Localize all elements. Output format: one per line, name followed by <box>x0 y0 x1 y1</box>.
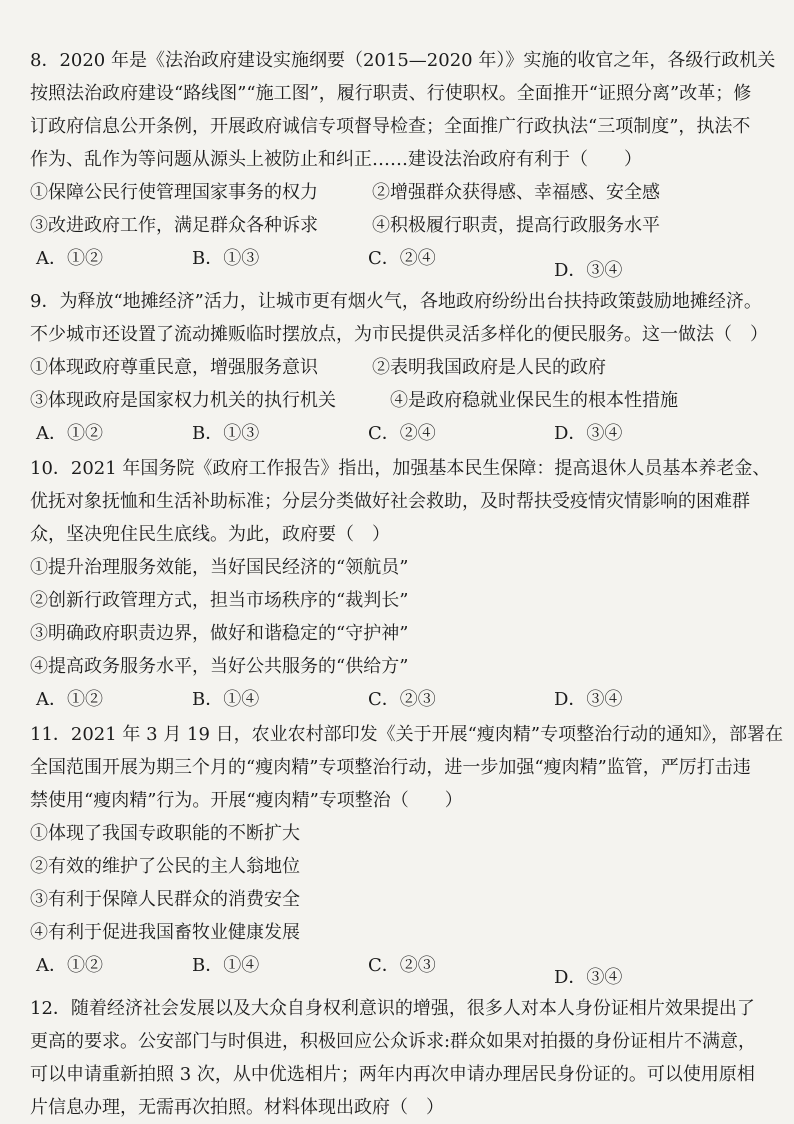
question-11 <box>30 718 784 988</box>
choice-a: A．①② <box>36 248 103 269</box>
statement-option-row: ④提高政务服务水平，当好公共服务的“供给方” <box>30 656 409 677</box>
choice-c: C．②③ <box>368 689 436 710</box>
choice-c: C．②④ <box>368 423 436 444</box>
question-10 <box>30 452 772 716</box>
question-text-line: 众，坚决兜住民生底线。为此，政府要（ ） <box>30 524 390 545</box>
question-text-line: 按照法治政府建设“路线图”“施工图”，履行职责、行使职权。全面推开“证照分离”改革；修 <box>30 83 752 104</box>
question-text-line: 不少城市还设置了流动摊贩临时摆放点，为市民提供灵活多样化的便民服务。这一做法（ ） <box>30 324 768 345</box>
statement-option-row: ③明确政府职责边界，做好和谐稳定的“守护神” <box>30 623 409 644</box>
choice-b: B．①③ <box>192 248 260 269</box>
question-text-line: 优抚对象抚恤和生活补助标准；分层分类做好社会救助，及时帮扶受疫情灾情影响的困难群 <box>30 491 750 512</box>
question-text-line: 8．2020 年是《法治政府建设实施纲要（2015—2020 年）》实施的收官之年，各级行政机关 <box>30 50 776 71</box>
statement-option-row: ③改进政府工作，满足群众各种诉求 ④积极履行职责，提高行政服务水平 <box>30 215 660 236</box>
answer-choices <box>30 683 772 716</box>
choice-b: B．①③ <box>192 423 260 444</box>
question-text-line: 作为、乱作为等问题从源头上被防止和纠正……建设法治政府有利于（ ） <box>30 149 642 170</box>
answer-choices <box>30 417 772 450</box>
question-text-line: 禁使用“瘦肉精”行为。开展“瘦肉精”专项整治（ ） <box>30 790 463 811</box>
statement-option-row: ①体现了我国专政职能的不断扩大 <box>30 823 300 844</box>
statement-option-row: ①体现政府尊重民意，增强服务意识 ②表明我国政府是人民的政府 <box>30 357 606 378</box>
question-8 <box>30 44 776 281</box>
answer-choices <box>30 949 772 988</box>
choice-a: A．①② <box>36 955 103 976</box>
question-12 <box>30 992 772 1124</box>
question-text-line: 可以申请重新拍照 3 次，从中优选相片；两年内再次申请办理居民身份证的。可以使用原相 <box>30 1064 755 1085</box>
choice-b: B．①④ <box>192 689 260 710</box>
statement-option-row: ③有利于保障人民群众的消费安全 <box>30 889 300 910</box>
question-text-line: 片信息办理，无需再次拍照。材料体现出政府（ ） <box>30 1097 444 1118</box>
choice-c: C．②③ <box>368 955 436 976</box>
question-text-line: 全国范围开展为期三个月的“瘦肉精”专项整治行动，进一步加强“瘦肉精”监管，严厉打击违 <box>30 757 751 778</box>
choice-a: A．①② <box>36 423 103 444</box>
question-text-line: 12．随着经济社会发展以及大众自身权利意识的增强，很多人对本人身份证相片效果提出了 <box>30 998 755 1019</box>
choice-b: B．①④ <box>192 955 260 976</box>
statement-option-row: ③体现政府是国家权力机关的执行机关 ④是政府稳就业保民生的根本性措施 <box>30 390 678 411</box>
answer-choices <box>30 242 772 281</box>
choice-a: A．①② <box>36 689 103 710</box>
question-text-line: 11．2021 年 3 月 19 日，农业农村部印发《关于开展“瘦肉精”专项整治行动的通知》，部署在 <box>30 724 784 745</box>
question-text-line: 10．2021 年国务院《政府工作报告》指出，加强基本民生保障：提高退休人员基本养老金、 <box>30 458 771 479</box>
statement-option-row: ②有效的维护了公民的主人翁地位 <box>30 856 300 877</box>
statement-option-row: ②创新行政管理方式，担当市场秩序的“裁判长” <box>30 590 409 611</box>
choice-d: D．③④ <box>554 689 623 710</box>
statement-option-row: ①提升治理服务效能，当好国民经济的“领航员” <box>30 557 409 578</box>
statement-option-row: ①保障公民行使管理国家事务的权力 ②增强群众获得感、幸福感、安全感 <box>30 182 660 203</box>
question-text-line: 更高的要求。公安部门与时俱进，积极回应公众诉求:群众如果对拍摄的身份证相片不满意， <box>30 1031 757 1052</box>
choice-d: D．③④ <box>554 423 623 444</box>
choice-d: D．③④ <box>554 260 623 281</box>
question-text-line: 订政府信息公开条例，开展政府诚信专项督导检查；全面推广行政执法“三项制度”，执法不 <box>30 116 751 137</box>
choice-c: C．②④ <box>368 248 436 269</box>
choice-d: D．③④ <box>554 967 623 988</box>
statement-option-row: ④有利于促进我国畜牧业健康发展 <box>30 922 300 943</box>
question-text-line: 9．为释放“地摊经济”活力，让城市更有烟火气，各地政府纷纷出台扶持政策鼓励地摊经济。 <box>30 291 762 312</box>
question-9 <box>30 285 772 450</box>
